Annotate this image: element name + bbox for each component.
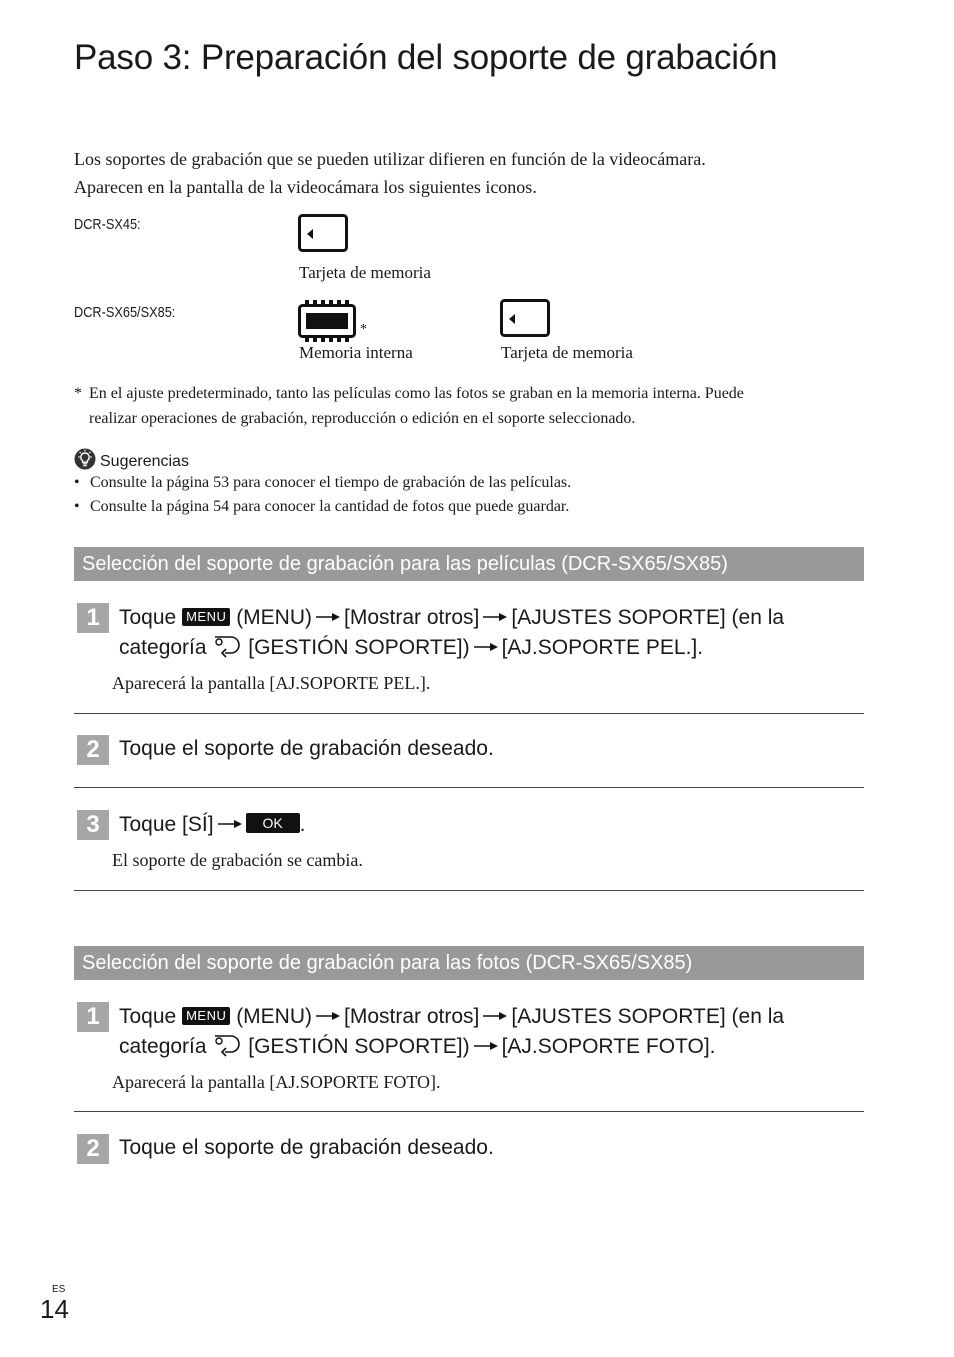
step-number: 1 (77, 1002, 109, 1032)
menu-button[interactable]: MENU (182, 608, 230, 626)
tips-heading-label: Sugerencias (100, 452, 189, 470)
footnote-line-2: realizar operaciones de grabación, reproducción o edición en el soporte seleccionado. (89, 410, 636, 427)
page-number: 14 (40, 1294, 69, 1324)
ok-button[interactable]: OK (246, 813, 300, 833)
tips-list (74, 471, 571, 519)
arrow-right-icon (483, 1000, 507, 1030)
bullet-icon: • (74, 498, 80, 515)
step-1-movies-note: Aparecerá la pantalla [AJ.SOPORTE PEL.]. (112, 673, 431, 693)
arrow-right-icon (474, 631, 498, 661)
media-category-icon (212, 634, 242, 667)
model-label-sx65: DCR-SX65/SX85: (74, 304, 176, 321)
divider (74, 787, 864, 788)
step-2-photos-text: Toque el soporte de grabación deseado. (119, 1136, 494, 1159)
list-item: • Consulte la página 54 para conocer la cantidad de fotos que puede guardar. (74, 495, 571, 519)
divider (74, 713, 864, 714)
arrow-right-icon (316, 1000, 340, 1030)
footnote-mark: * (74, 385, 82, 402)
internal-memory-icon (298, 300, 356, 347)
step-number: 1 (77, 603, 109, 633)
step-number: 2 (77, 735, 109, 765)
model-label-sx45: DCR-SX45: (74, 216, 141, 233)
memory-card-icon (500, 299, 550, 342)
memory-card-caption: Tarjeta de memoria (299, 263, 431, 282)
media-category-icon (212, 1033, 242, 1066)
step-1-photos-note: Aparecerá la pantalla [AJ.SOPORTE FOTO]. (112, 1072, 441, 1092)
arrow-right-icon (474, 1030, 498, 1060)
internal-memory-asterisk: * (360, 322, 367, 337)
language-code: ES (52, 1284, 66, 1295)
arrow-right-icon (316, 601, 340, 631)
list-item: • Consulte la página 53 para conocer el tiempo de grabación de las películas. (74, 471, 571, 495)
footnote-line-1: En el ajuste predeterminado, tanto las películas como las fotos se graban en la memoria interna. Puede (89, 385, 744, 402)
step-1-photos-line-2: categoría [GESTIÓN SOPORTE]) [AJ.SOPORTE FOTO]. (119, 1030, 716, 1066)
step-1-movies-line-1: Toque MENU (MENU) [Mostrar otros] [AJUSTES SOPORTE] (en la (119, 601, 784, 633)
memory-card-icon (298, 214, 348, 257)
intro-paragraph (74, 145, 864, 201)
step-number: 3 (77, 810, 109, 840)
step-number: 2 (77, 1134, 109, 1164)
menu-button[interactable]: MENU (182, 1007, 230, 1025)
footnote (74, 381, 864, 431)
section-heading-movies: Selección del soporte de grabación para las películas (DCR-SX65/SX85) (74, 547, 864, 581)
memory-card-caption: Tarjeta de memoria (501, 343, 633, 362)
step-2-movies-text: Toque el soporte de grabación deseado. (119, 737, 494, 760)
section-heading-photos: Selección del soporte de grabación para las fotos (DCR-SX65/SX85) (74, 946, 864, 980)
internal-memory-caption: Memoria interna (299, 343, 413, 362)
page-title: Paso 3: Preparación del soporte de grabación (74, 38, 778, 77)
intro-line-1: Los soportes de grabación que se pueden utilizar difieren en función de la videocámara. (74, 149, 706, 169)
arrow-right-icon (483, 601, 507, 631)
step-1-movies-line-2: categoría [GESTIÓN SOPORTE]) [AJ.SOPORTE PEL.]. (119, 631, 703, 667)
step-3-movies-note: El soporte de grabación se cambia. (112, 850, 363, 870)
divider (74, 1111, 864, 1112)
divider (74, 890, 864, 891)
step-1-photos-line-1: Toque MENU (MENU) [Mostrar otros] [AJUSTES SOPORTE] (en la (119, 1000, 784, 1032)
intro-line-2: Aparecen en la pantalla de la videocámara los siguientes iconos. (74, 177, 537, 197)
arrow-right-icon (218, 808, 242, 838)
bullet-icon: • (74, 474, 80, 491)
step-3-movies-line: Toque [SÍ] OK . (119, 808, 305, 840)
